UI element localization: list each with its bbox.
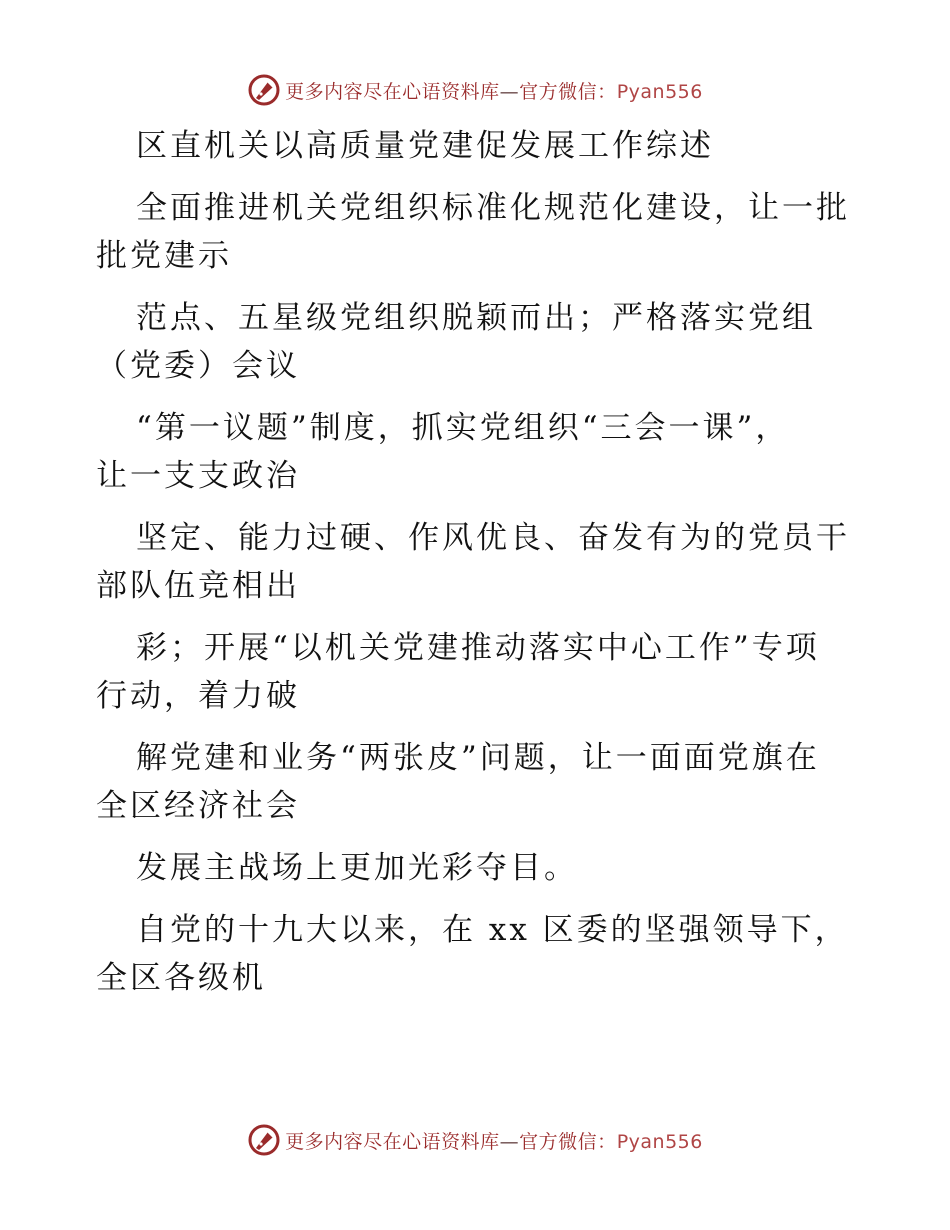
banner-wechat-label: 官方微信： [519,80,617,103]
document-body [96,122,856,1002]
paragraph-line: （党委）会议 [96,348,300,384]
banner-text [285,1127,703,1154]
paragraph-line: 批党建示 [96,238,232,274]
paragraph-line: 解党建和业务“两张皮”问题，让一面面党旗在 [136,740,820,776]
banner-wechat-account: Pyan556 [616,80,703,103]
paragraph-line: 彩；开展“以机关党建推动落实中心工作”专项 [136,630,820,666]
paragraph-line: 自党的十九大以来，在 xx 区委的坚强领导下， [136,912,849,948]
paragraph-line: 让一支支政治 [96,458,300,494]
paragraph-line: 全区经济社会 [96,788,300,824]
banner-text [285,77,703,104]
paragraph-line: “第一议题”制度，抓实党组织“三会一课”， [136,410,790,446]
pen-nib-circle-icon [247,1123,281,1157]
paragraph-line: 发展主战场上更加光彩夺目。 [136,850,578,886]
paragraph-line: 范点、五星级党组织脱颖而出；严格落实党组 [136,300,816,336]
banner-main-text: 更多内容尽在心语资料库 [285,80,500,103]
paragraph-line: 部队伍竞相出 [96,568,300,604]
banner-wechat-account: Pyan556 [616,1130,703,1153]
footer-watermark-banner [0,1120,950,1160]
banner-separator: — [499,80,520,103]
paragraph-line: 坚定、能力过硬、作风优良、奋发有为的党员干 [136,520,850,556]
banner-wechat-label: 官方微信： [519,1130,617,1153]
document-title: 区直机关以高质量党建促发展工作综述 [136,128,714,164]
header-watermark-banner [0,70,950,110]
paragraph-line: 全面推进机关党组织标准化规范化建设，让一批 [136,190,850,226]
pen-nib-circle-icon [247,73,281,107]
banner-separator: — [499,1130,520,1153]
paragraph-line: 全区各级机 [96,960,266,996]
banner-main-text: 更多内容尽在心语资料库 [285,1130,500,1153]
paragraph-line: 行动，着力破 [96,678,300,714]
